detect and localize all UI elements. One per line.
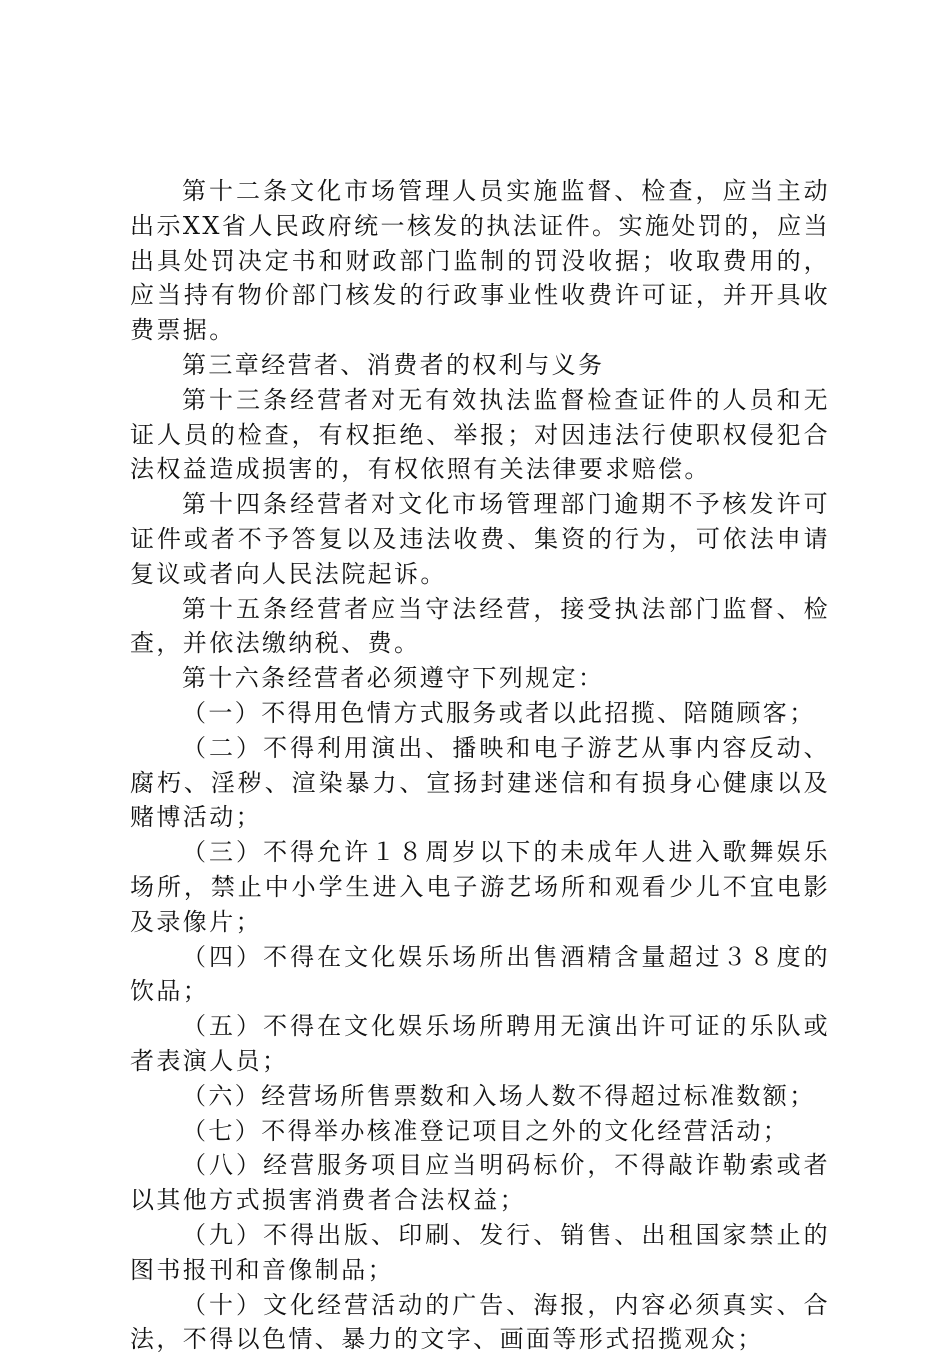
article-16-item-10: （十）文化经营活动的广告、海报，内容必须真实、合法，不得以色情、暴力的文字、画面等形式招揽观众；	[130, 1288, 830, 1357]
article-15-paragraph: 第十五条经营者应当守法经营，接受执法部门监督、检查，并依法缴纳税、费。	[130, 592, 830, 662]
article-16-item-2: （二）不得利用演出、播映和电子游艺从事内容反动、腐朽、淫秽、渲染暴力、宣扬封建迷信和有损身心健康以及赌博活动；	[130, 731, 830, 835]
article-13-paragraph: 第十三条经营者对无有效执法监督检查证件的人员和无证人员的检查，有权拒绝、举报；对因违法行使职权侵犯合法权益造成损害的，有权依照有关法律要求赔偿。	[130, 383, 830, 487]
article-16-item-8: （八）经营服务项目应当明码标价，不得敲诈勒索或者以其他方式损害消费者合法权益；	[130, 1148, 830, 1218]
article-16-item-1: （一）不得用色情方式服务或者以此招揽、陪随顾客；	[130, 696, 830, 731]
article-16-item-9: （九）不得出版、印刷、发行、销售、出租国家禁止的图书报刊和音像制品；	[130, 1218, 830, 1288]
document-body	[130, 174, 830, 1357]
article-16-item-7: （七）不得举办核准登记项目之外的文化经营活动；	[130, 1114, 830, 1149]
chapter-3-heading: 第三章经营者、消费者的权利与义务	[130, 348, 830, 383]
article-12-paragraph: 第十二条文化市场管理人员实施监督、检查，应当主动出示XX省人民政府统一核发的执法证件。实施处罚的，应当出具处罚决定书和财政部门监制的罚没收据；收取费用的，应当持有物价部门核发的行政事业性收费许可证，并开具收费票据。	[130, 174, 830, 348]
article-16-item-6: （六）经营场所售票数和入场人数不得超过标准数额；	[130, 1079, 830, 1114]
article-16-paragraph: 第十六条经营者必须遵守下列规定：	[130, 661, 830, 696]
article-16-item-5: （五）不得在文化娱乐场所聘用无演出许可证的乐队或者表演人员；	[130, 1009, 830, 1079]
article-16-item-4: （四）不得在文化娱乐场所出售酒精含量超过３８度的饮品；	[130, 940, 830, 1010]
article-16-item-3: （三）不得允许１８周岁以下的未成年人进入歌舞娱乐场所，禁止中小学生进入电子游艺场所和观看少儿不宜电影及录像片；	[130, 835, 830, 939]
article-14-paragraph: 第十四条经营者对文化市场管理部门逾期不予核发许可证件或者不予答复以及违法收费、集资的行为，可依法申请复议或者向人民法院起诉。	[130, 487, 830, 591]
